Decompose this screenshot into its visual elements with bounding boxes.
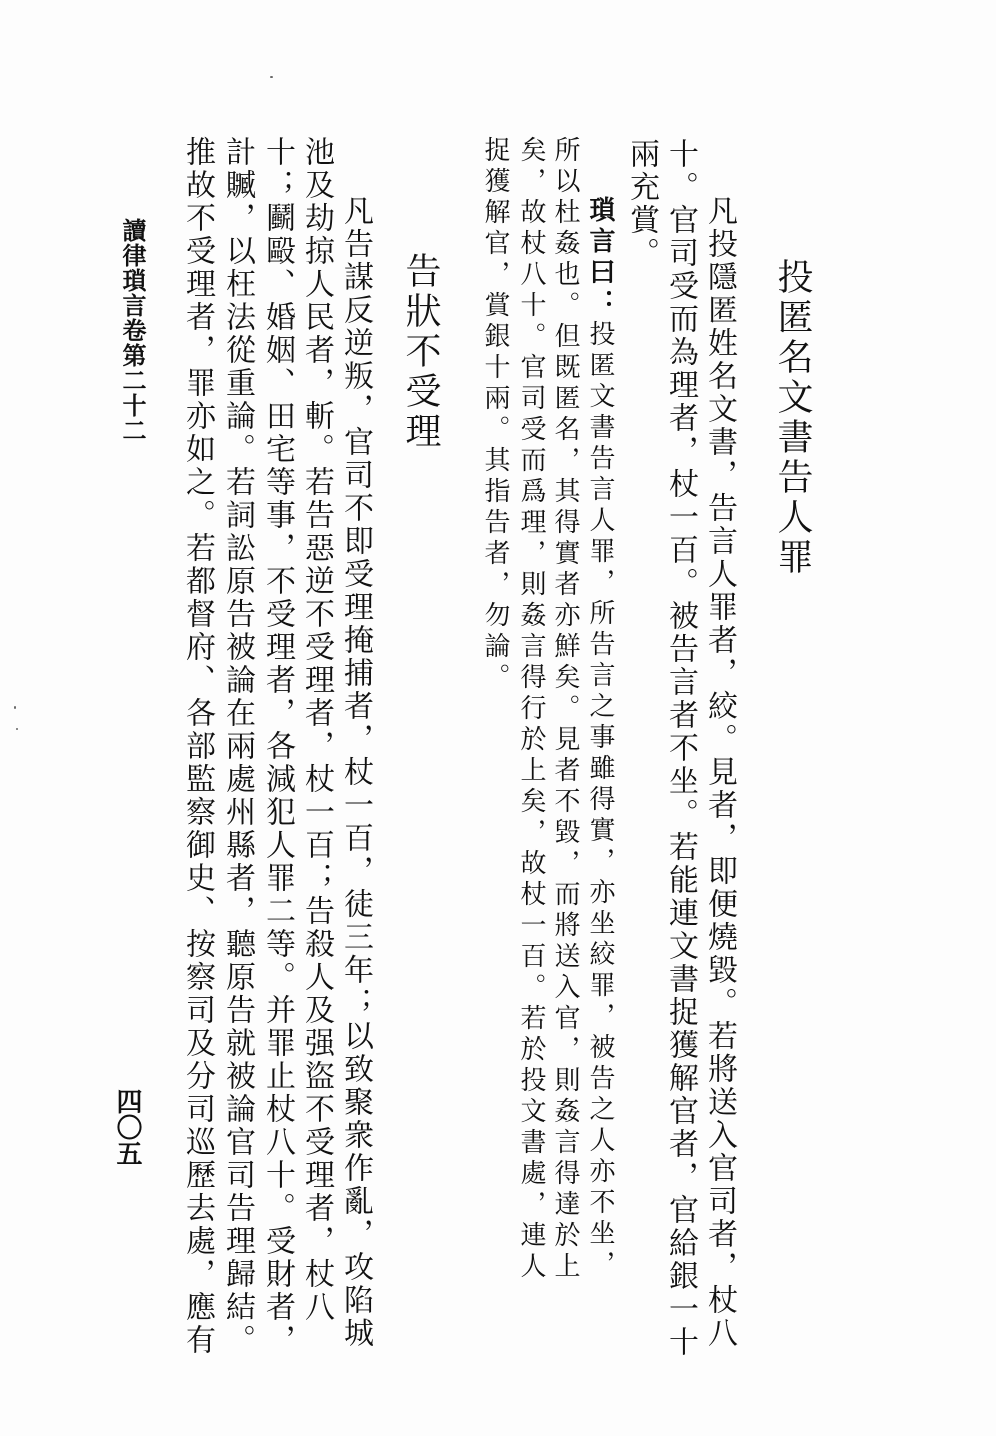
scan-speck: [270, 76, 273, 78]
statute-line: 凡告謀反逆叛，官司不即受理掩捕者，杖一百，徒三年；以致聚衆作亂，攻陷城: [338, 195, 373, 1350]
commentary-line: 捉獲解官，賞銀十兩。其指告者，勿論。: [480, 136, 510, 694]
statute-line: 凡投隱匿姓名文書，告言人罪者，絞。見者，即便燒毀。若將送入官司者，杖八: [702, 195, 737, 1350]
statute-line: 計贓，以枉法從重論。若詞訟原告被論在兩處州縣者，聽原告就被論官司告理歸結。: [220, 136, 255, 1357]
statute-line: 池及劫掠人民者，斬。若告惡逆不受理者，杖一百；告殺人及强盜不受理者，杖八: [299, 136, 334, 1324]
scan-speck: [14, 706, 16, 709]
commentary-label: 瑣言曰：: [585, 196, 615, 320]
scan-speck: [16, 728, 18, 730]
statute-line: 十；鬬毆、婚姻、田宅等事，不受理者，各減犯人罪二等。并罪止杖八十。受財者，: [260, 136, 295, 1357]
commentary-line: [587, 196, 613, 1281]
commentary-text: 投匿文書告言人罪，所告言之事雖得實，亦坐絞罪，被告之人亦不坐，: [585, 320, 615, 1281]
statute-line: 十。官司受而為理者，杖一百。被告言者不坐。若能連文書捉獲解官者，官給銀一十: [663, 138, 698, 1359]
running-title: 讀律瑣言卷第二十二: [118, 218, 146, 443]
statute-line: 兩充賞。: [624, 138, 659, 270]
statute-line: 推故不受理者，罪亦如之。若都督府、各部監察御史、按察司及分司巡歷去處，應有: [180, 136, 215, 1357]
commentary-line: 矣，故杖八十。官司受而爲理，則姦言得行於上矣，故杖一百。若於投文書處，連人: [516, 136, 546, 1283]
section-title-2: 告狀不受理: [400, 252, 441, 452]
page-number: 四〇五: [112, 1088, 142, 1166]
section-title-1: 投匿名文書告人罪: [772, 258, 813, 578]
commentary-line: 所以杜姦也。但既匿名，其得實者亦鮮矣。見者不毀，而將送入官，則姦言得達於上: [550, 136, 580, 1283]
